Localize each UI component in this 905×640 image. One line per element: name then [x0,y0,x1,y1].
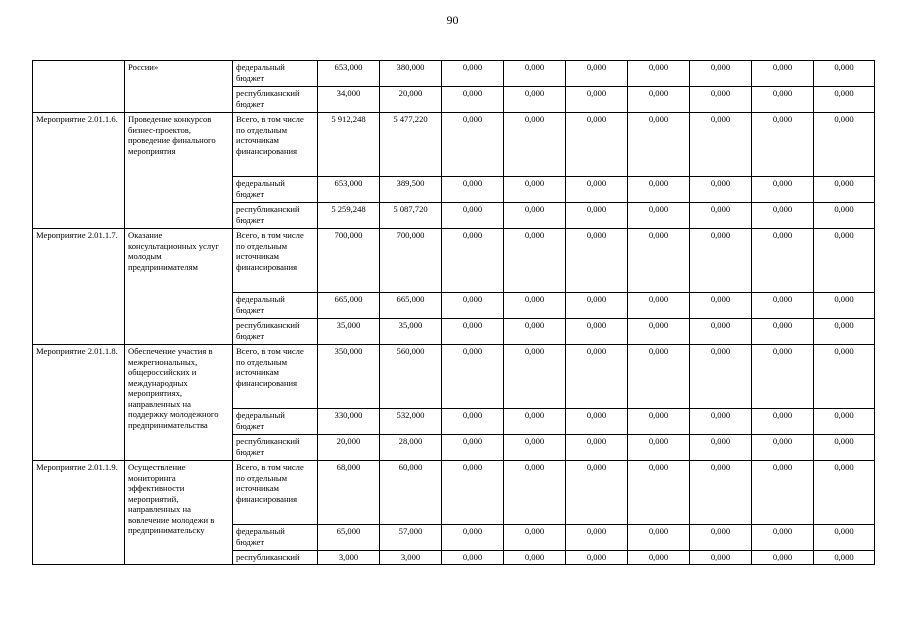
amount-cell: 0,000 [752,345,814,409]
amount-cell: 0,000 [690,113,752,177]
amount-cell: 0,000 [814,177,875,203]
amount-cell: 0,000 [752,113,814,177]
amount-cell: 3,000 [318,551,380,565]
amount-cell: 0,000 [628,345,690,409]
event-title-cell: России» [125,61,233,113]
amount-cell: 57,000 [380,525,442,551]
amount-cell: 0,000 [504,525,566,551]
funding-source-cell: федеральный бюджет [233,177,318,203]
amount-cell: 34,000 [318,87,380,113]
amount-cell: 20,000 [318,435,380,461]
amount-cell: 0,000 [690,551,752,565]
amount-cell: 0,000 [504,177,566,203]
amount-cell: 0,000 [504,203,566,229]
amount-cell: 0,000 [690,345,752,409]
event-code-cell: Мероприятие 2.01.1.8. [33,345,125,461]
amount-cell: 0,000 [752,525,814,551]
amount-cell: 0,000 [814,203,875,229]
amount-cell: 0,000 [442,61,504,87]
amount-cell: 0,000 [814,525,875,551]
amount-cell: 0,000 [628,293,690,319]
amount-cell: 0,000 [442,229,504,293]
table-row [33,113,875,177]
amount-cell: 0,000 [442,525,504,551]
amount-cell: 0,000 [752,409,814,435]
amount-cell: 0,000 [814,293,875,319]
amount-cell: 0,000 [442,345,504,409]
budget-table [32,60,875,565]
table-row [33,345,875,409]
amount-cell: 5 259,248 [318,203,380,229]
amount-cell: 0,000 [628,319,690,345]
amount-cell: 653,000 [318,61,380,87]
amount-cell: 5 477,220 [380,113,442,177]
amount-cell: 330,000 [318,409,380,435]
amount-cell: 665,000 [380,293,442,319]
amount-cell: 0,000 [690,293,752,319]
amount-cell: 560,000 [380,345,442,409]
amount-cell: 0,000 [442,435,504,461]
amount-cell: 35,000 [380,319,442,345]
funding-source-cell: республиканский бюджет [233,87,318,113]
amount-cell: 0,000 [814,87,875,113]
funding-source-cell: Всего, в том числе по отдельным источникам финансирования [233,229,318,293]
amount-cell: 380,000 [380,61,442,87]
amount-cell: 0,000 [566,435,628,461]
amount-cell: 68,000 [318,461,380,525]
amount-cell: 0,000 [690,461,752,525]
event-title-cell: Проведение конкурсов бизнес-проектов, проведение финального мероприятия [125,113,233,229]
funding-source-cell: федеральный бюджет [233,293,318,319]
amount-cell: 0,000 [566,203,628,229]
amount-cell: 0,000 [628,177,690,203]
amount-cell: 0,000 [566,345,628,409]
event-code-cell: Мероприятие 2.01.1.9. [33,461,125,565]
amount-cell: 0,000 [442,461,504,525]
amount-cell: 0,000 [752,461,814,525]
amount-cell: 5 912,248 [318,113,380,177]
amount-cell: 0,000 [628,229,690,293]
page-number: 90 [446,13,459,27]
amount-cell: 0,000 [814,345,875,409]
amount-cell: 389,500 [380,177,442,203]
amount-cell: 0,000 [814,409,875,435]
amount-cell: 0,000 [690,525,752,551]
funding-source-cell: федеральный бюджет [233,409,318,435]
amount-cell: 0,000 [752,177,814,203]
amount-cell: 700,000 [380,229,442,293]
event-title-cell: Оказание консультационных услуг молодым предпринимателям [125,229,233,345]
amount-cell: 0,000 [504,551,566,565]
amount-cell: 0,000 [690,409,752,435]
amount-cell: 0,000 [814,435,875,461]
event-code-cell: Мероприятие 2.01.1.6. [33,113,125,229]
amount-cell: 35,000 [318,319,380,345]
amount-cell: 0,000 [690,87,752,113]
funding-source-cell: республиканский [233,551,318,565]
amount-cell: 0,000 [628,203,690,229]
amount-cell: 0,000 [690,61,752,87]
amount-cell: 0,000 [442,203,504,229]
funding-source-cell: федеральный бюджет [233,525,318,551]
amount-cell: 0,000 [628,525,690,551]
event-code-cell: Мероприятие 2.01.1.7. [33,229,125,345]
amount-cell: 0,000 [814,113,875,177]
amount-cell: 60,000 [380,461,442,525]
amount-cell: 0,000 [752,551,814,565]
event-title-cell: Осуществление мониторинга эффективности мероприятий, направленных на вовлечение молодежи в предпринимательску [125,461,233,565]
amount-cell: 0,000 [504,319,566,345]
amount-cell: 665,000 [318,293,380,319]
amount-cell: 0,000 [628,61,690,87]
funding-source-cell: республиканский бюджет [233,319,318,345]
amount-cell: 0,000 [566,113,628,177]
amount-cell: 0,000 [566,61,628,87]
amount-cell: 0,000 [504,409,566,435]
amount-cell: 0,000 [442,319,504,345]
amount-cell: 0,000 [504,113,566,177]
funding-source-cell: Всего, в том числе по отдельным источникам финансирования [233,461,318,525]
amount-cell: 0,000 [690,435,752,461]
amount-cell: 0,000 [690,319,752,345]
amount-cell: 0,000 [752,61,814,87]
amount-cell: 0,000 [566,293,628,319]
amount-cell: 653,000 [318,177,380,203]
amount-cell: 0,000 [628,113,690,177]
amount-cell: 0,000 [566,177,628,203]
amount-cell: 0,000 [690,229,752,293]
amount-cell: 0,000 [442,551,504,565]
amount-cell: 0,000 [504,435,566,461]
amount-cell: 0,000 [752,435,814,461]
amount-cell: 65,000 [318,525,380,551]
table-body [33,61,875,565]
amount-cell: 0,000 [814,551,875,565]
amount-cell: 5 087,720 [380,203,442,229]
amount-cell: 0,000 [752,87,814,113]
amount-cell: 0,000 [752,293,814,319]
amount-cell: 0,000 [442,293,504,319]
amount-cell: 0,000 [814,61,875,87]
table-row [33,61,875,87]
amount-cell: 0,000 [504,229,566,293]
amount-cell: 700,000 [318,229,380,293]
event-title-cell: Обеспечение участия в межрегиональных, общероссийских и международных мероприятиях, направленных на поддержку молодежного предпринимательства [125,345,233,461]
amount-cell: 0,000 [504,61,566,87]
funding-source-cell: Всего, в том числе по отдельным источникам финансирования [233,113,318,177]
funding-source-cell: республиканский бюджет [233,203,318,229]
funding-source-cell: федеральный бюджет [233,61,318,87]
amount-cell: 0,000 [566,551,628,565]
amount-cell: 0,000 [814,229,875,293]
amount-cell: 0,000 [628,409,690,435]
amount-cell: 350,000 [318,345,380,409]
amount-cell: 0,000 [504,345,566,409]
amount-cell: 0,000 [442,87,504,113]
amount-cell: 0,000 [566,319,628,345]
amount-cell: 0,000 [566,409,628,435]
amount-cell: 20,000 [380,87,442,113]
funding-source-cell: республиканский бюджет [233,435,318,461]
amount-cell: 0,000 [690,203,752,229]
amount-cell: 0,000 [566,87,628,113]
amount-cell: 0,000 [442,113,504,177]
amount-cell: 0,000 [566,525,628,551]
amount-cell: 3,000 [380,551,442,565]
amount-cell: 28,000 [380,435,442,461]
amount-cell: 0,000 [752,229,814,293]
amount-cell: 0,000 [752,319,814,345]
table-row [33,461,875,525]
amount-cell: 0,000 [566,461,628,525]
amount-cell: 0,000 [442,409,504,435]
amount-cell: 0,000 [504,87,566,113]
amount-cell: 0,000 [690,177,752,203]
amount-cell: 0,000 [628,435,690,461]
event-code-cell [33,61,125,113]
funding-source-cell: Всего, в том числе по отдельным источникам финансирования [233,345,318,409]
amount-cell: 0,000 [814,319,875,345]
amount-cell: 0,000 [504,293,566,319]
amount-cell: 0,000 [504,461,566,525]
amount-cell: 0,000 [814,461,875,525]
amount-cell: 0,000 [628,87,690,113]
table-row [33,229,875,293]
amount-cell: 0,000 [442,177,504,203]
amount-cell: 0,000 [566,229,628,293]
amount-cell: 0,000 [628,551,690,565]
amount-cell: 0,000 [628,461,690,525]
amount-cell: 532,000 [380,409,442,435]
amount-cell: 0,000 [752,203,814,229]
